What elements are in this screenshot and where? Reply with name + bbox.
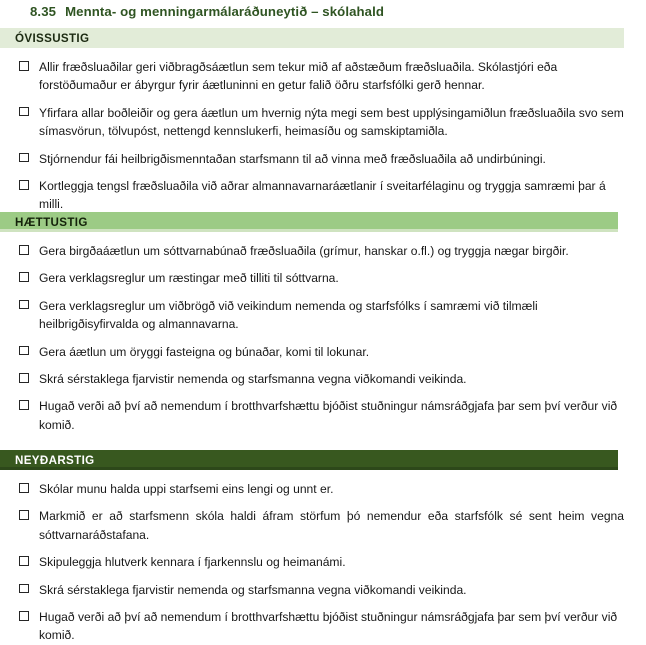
checklist-item — [0, 343, 646, 361]
checkbox-icon[interactable] — [19, 300, 29, 310]
checklist-item — [0, 370, 646, 388]
checkbox-icon[interactable] — [19, 180, 29, 190]
checkbox-icon[interactable] — [19, 483, 29, 493]
section-2 — [0, 212, 646, 434]
checkbox-icon[interactable] — [19, 400, 29, 410]
checklist-item — [0, 608, 646, 645]
section-1 — [0, 28, 646, 214]
checkbox-icon[interactable] — [19, 153, 29, 163]
section-3 — [0, 450, 646, 645]
section-heading: HÆTTUSTIG — [0, 212, 618, 232]
checkbox-icon[interactable] — [19, 272, 29, 282]
checkbox-icon[interactable] — [19, 373, 29, 383]
section-number: 8.35 — [30, 4, 57, 19]
checkbox-icon[interactable] — [19, 556, 29, 566]
checklist-item — [0, 297, 646, 334]
checklist-item-label: Gera birgðaáætlun um sóttvarnabúnað fræðsluaðila (grímur, hanskar o.fl.) og tryggja nægar birgðir. — [39, 244, 569, 258]
checklist-item-label: Allir fræðsluaðilar geri viðbragðsáætlun sem tekur mið af aðstæðum fræðsluaðila. Skólastjóri eða forstöðumaður er ábyrgur fyrir áætluninni en getur falið öðru starfsfólki gerð hennar. — [39, 60, 558, 93]
checklist-item — [0, 150, 646, 168]
checklist-item-label: Markmið er að starfsmenn skóla haldi áfram störfum þó nemendur eða starfsfólk sé sent heim vegna sóttvarnaráðstafana. — [39, 509, 624, 542]
checklist-item-label: Yfirfara allar boðleiðir og gera áætlun um hvernig nýta megi sem best upplýsingamiðlun fræðsluaðila svo sem símasvörun, tölvupóst, nettengd kennslukerfi, heimasíðu og samskiptamiðla. — [39, 105, 624, 139]
checkbox-icon[interactable] — [19, 346, 29, 356]
checklist-item-label: Kortleggja tengsl fræðsluaðila við aðrar almannavarnaráætlanir í sveitarfélaginu og tryggja samræmi þar á milli. — [39, 179, 606, 212]
checkbox-icon[interactable] — [19, 510, 29, 520]
checkbox-icon[interactable] — [19, 584, 29, 594]
page-title — [30, 4, 384, 19]
checklist — [0, 242, 646, 434]
checklist-item — [0, 581, 646, 599]
section-heading: NEYÐARSTIG — [0, 450, 618, 470]
section-title-text: Mennta- og menningarmálaráðuneytið – skólahald — [65, 4, 385, 19]
checklist-item-label: Stjórnendur fái heilbrigðismenntaðan starfsmann til að vinna með fræðsluaðila að undirbúningi. — [39, 151, 546, 166]
checklist — [0, 480, 646, 645]
checkbox-icon[interactable] — [19, 611, 29, 621]
checklist-item-label: Gera verklagsreglur um viðbrögð við veikindum nemenda og starfsfólks í samræmi við tilmæli heilbrigðisyfirvalda og almannavarna. — [39, 298, 538, 332]
checklist-item — [0, 242, 646, 260]
checklist-item — [0, 507, 646, 544]
checklist-item-label: Skipuleggja hlutverk kennara í fjarkennslu og heimanámi. — [39, 555, 346, 570]
checkbox-icon[interactable] — [19, 61, 29, 71]
checklist-item-label: Gera verklagsreglur um ræstingar með tilliti til sóttvarna. — [39, 271, 339, 286]
checklist-item-label: Gera áætlun um öryggi fasteigna og búnaðar, komi til lokunar. — [39, 344, 370, 359]
checklist-item-label: Hugað verði að því að nemendum í brotthvarfshættu bjóðist stuðningur námsráðgjafa þar sem því verður við komið. — [39, 610, 618, 643]
checklist-item-label: Skólar munu halda uppi starfsemi eins lengi og unnt er. — [39, 482, 334, 496]
checklist-item — [0, 397, 646, 434]
checklist-item-label: Skrá sérstaklega fjarvistir nemenda og starfsmanna vegna viðkomandi veikinda. — [39, 372, 467, 387]
checklist-item — [0, 104, 646, 141]
checklist-item — [0, 58, 646, 95]
checklist-item-label: Skrá sérstaklega fjarvistir nemenda og starfsmanna vegna viðkomandi veikinda. — [39, 582, 467, 597]
checklist-item — [0, 177, 646, 214]
checklist-item — [0, 480, 646, 498]
checkbox-icon[interactable] — [19, 245, 29, 255]
checklist-item-label: Hugað verði að því að nemendum í brotthvarfshættu bjóðist stuðningur námsráðgjafa þar sem því verður við komið. — [39, 399, 618, 432]
section-heading: ÓVISSUSTIG — [0, 28, 624, 48]
checklist-item — [0, 269, 646, 287]
checklist — [0, 58, 646, 214]
checklist-item — [0, 553, 646, 571]
checkbox-icon[interactable] — [19, 107, 29, 117]
